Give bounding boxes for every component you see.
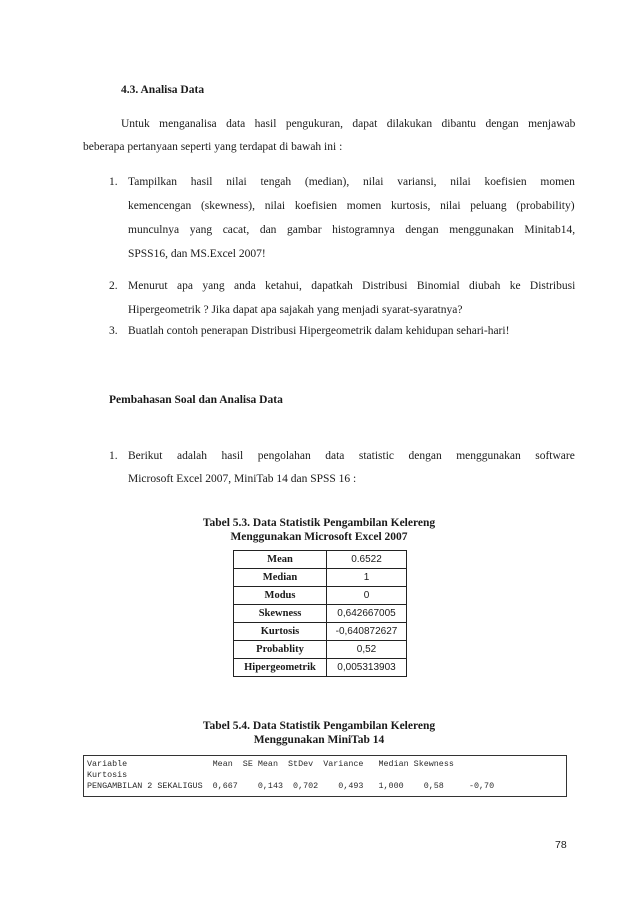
table-row (234, 587, 407, 605)
table-5-3-caption-line-1: Tabel 5.3. Data Statistik Pengambilan Kelereng (202, 517, 436, 529)
table-5-3-caption (169, 516, 469, 544)
table-row (234, 551, 407, 569)
section-heading: 4.3. Analisa Data (121, 84, 205, 96)
minitab-data-row: PENGAMBILAN 2 SEKALIGUS 0,667 0,143 0,702 0,493 1,000 0,58 -0,70 (87, 781, 495, 791)
stat-label: Modus (234, 587, 327, 605)
table-5-4-caption-line-2: Menggunakan MiniTab 14 (253, 734, 385, 746)
question-number: 2. (109, 280, 118, 292)
question-number: 1. (109, 176, 118, 188)
question-2-line-2: Hipergeometrik ? Jika dapat apa sajakah yang menjadi syarat-syaratnya? (128, 304, 463, 316)
minitab-header: Variable Mean SE Mean StDev Variance Median Skewness (87, 759, 454, 769)
intro-line-1: Untuk menganalisa data hasil pengukuran, dapat dilakukan dibantu dengan menjawab (121, 118, 576, 130)
table-5-4-caption (169, 719, 469, 747)
question-1-line-4: SPSS16, dan MS.Excel 2007! (128, 248, 266, 260)
excel-stat-table (233, 550, 407, 677)
question-1-line-2: kemencengan (skewness), nilai koefisien momen kurtosis, nilai peluang (probability) (128, 200, 575, 212)
question-3-line-1: Buatlah contoh penerapan Distribusi Hipergeometrik dalam kehidupan sehari-hari! (128, 325, 510, 337)
stat-value: 0,52 (327, 641, 407, 659)
minitab-header-wrap: Kurtosis (87, 770, 128, 780)
stat-value: -0,640872627 (327, 623, 407, 641)
stat-value: 0,005313903 (327, 659, 407, 677)
table-row (234, 623, 407, 641)
table-row (234, 641, 407, 659)
answer-number: 1. (109, 450, 118, 462)
table-row (234, 659, 407, 677)
question-1-line-1: Tampilkan hasil nilai tengah (median), nilai variansi, nilai koefisien momen (128, 176, 575, 188)
intro-line-2: beberapa pertanyaan seperti yang terdapat di bawah ini : (83, 141, 343, 153)
answer-1-line-2: Microsoft Excel 2007, MiniTab 14 dan SPSS 16 : (128, 473, 357, 485)
stat-value: 0 (327, 587, 407, 605)
minitab-output (83, 755, 567, 797)
question-2-line-1: Menurut apa yang anda ketahui, dapatkah Distribusi Binomial diubah ke Distribusi (128, 280, 576, 292)
stat-label: Hipergeometrik (234, 659, 327, 677)
table-5-4-caption-line-1: Tabel 5.4. Data Statistik Pengambilan Kelereng (202, 720, 436, 732)
stat-value: 0,642667005 (327, 605, 407, 623)
stat-label: Kurtosis (234, 623, 327, 641)
table-row (234, 605, 407, 623)
table-5-3-caption-line-2: Menggunakan Microsoft Excel 2007 (230, 531, 408, 543)
table-row (234, 569, 407, 587)
answer-1-line-1: Berikut adalah hasil pengolahan data statistic dengan menggunakan software (128, 450, 575, 462)
stat-label: Skewness (234, 605, 327, 623)
stat-label: Median (234, 569, 327, 587)
question-number: 3. (109, 325, 118, 337)
stat-label: Probablity (234, 641, 327, 659)
discussion-heading: Pembahasan Soal dan Analisa Data (109, 394, 283, 406)
page-number: 78 (555, 839, 567, 851)
stat-label: Mean (234, 551, 327, 569)
stat-value: 0.6522 (327, 551, 407, 569)
question-1-line-3: munculnya yang cacat, dan gambar histogramnya dengan menggunakan Minitab14, (128, 224, 576, 236)
stat-value: 1 (327, 569, 407, 587)
